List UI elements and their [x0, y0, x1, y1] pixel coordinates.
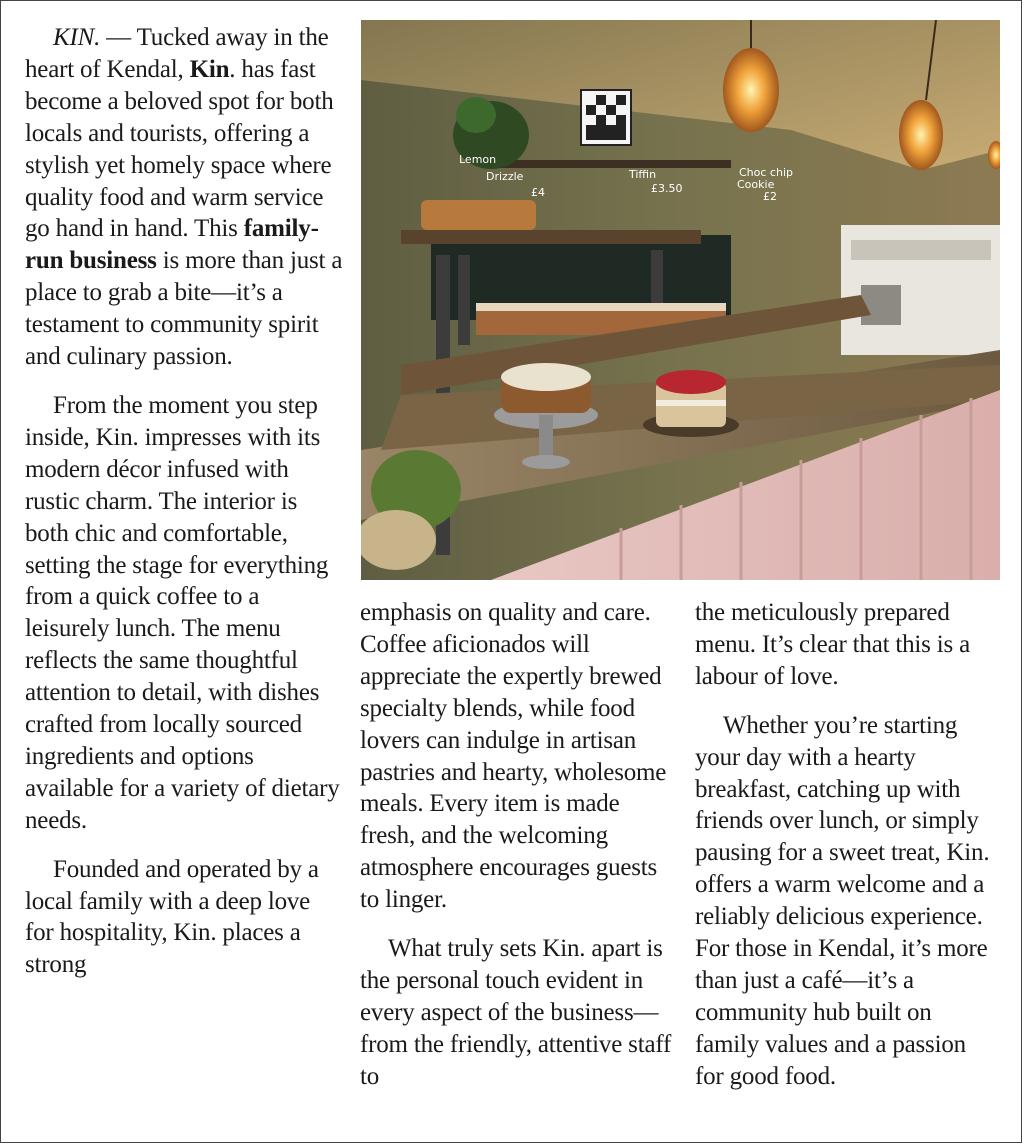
paragraph-labour-of-love: the meticulously prepared menu. It’s clear that this is a labour of love.	[695, 599, 970, 690]
paragraph-intro	[25, 22, 343, 373]
article-column-2	[360, 597, 672, 1093]
label-cookie-price: £2	[763, 190, 777, 203]
intro-text-a: — Tucked away in the heart of Kendal,	[25, 24, 329, 83]
intro-text-b: . has fast become a beloved spot for both locals and tourists, offering a stylish yet homely space where quality food and warm service go hand in hand. This	[25, 55, 334, 243]
paragraph-closing: Whether you’re starting your day with a hearty breakfast, catching up with friends over lunch, or simply pausing for a sweet treat, Kin. offers a warm welcome and a reliably delicious experience. For those in Kendal, it’s more than just a café—it’s a community hub built on family values and a passion for good food.	[695, 711, 990, 1090]
label-cookie: Cookie	[737, 178, 775, 191]
label-tiffin-price: £3.50	[651, 182, 683, 195]
cafe-counter-photo	[361, 20, 1000, 580]
family-run-business: family-run business	[25, 215, 319, 275]
label-tiffin: Tiffin	[629, 168, 657, 181]
label-drizzle: Drizzle	[486, 170, 524, 183]
paragraph-founded: Founded and operated by a local family with a deep love for hospitality, Kin. places a strong	[25, 855, 319, 979]
label-lemon-price: £4	[531, 186, 545, 199]
article-column-3	[695, 597, 995, 1093]
intro-text-c: is more than just a place to grab a bite—it’s a testament to community spirit and culinary passion.	[25, 247, 343, 371]
label-choc-chip: Choc chip	[739, 166, 793, 179]
paragraph-decor: From the moment you step inside, Kin. impresses with its modern décor infused with rustic charm. The interior is both chic and comfortable, setting the stage for everything from a quick coffee to a leisurely lunch. The menu reflects the same thoughtful attention to detail, with dishes crafted from locally sourced ingredients and options available for a variety of dietary needs.	[25, 391, 340, 834]
dateline: KIN.	[53, 24, 101, 51]
paragraph-quality: emphasis on quality and care. Coffee aficionados will appreciate the expertly brewed specialty blends, while food lovers can indulge in artisan pastries and hearty, wholesome meals. Every item is made fresh, and the welcoming atmosphere encourages guests to linger.	[360, 599, 667, 914]
paragraph-personal-touch: What truly sets Kin. apart is the personal touch evident in every aspect of the business—from the friendly, attentive staff to	[360, 935, 672, 1090]
article-column-1	[25, 22, 343, 981]
label-lemon: Lemon	[459, 153, 497, 166]
business-name: Kin	[189, 55, 230, 83]
